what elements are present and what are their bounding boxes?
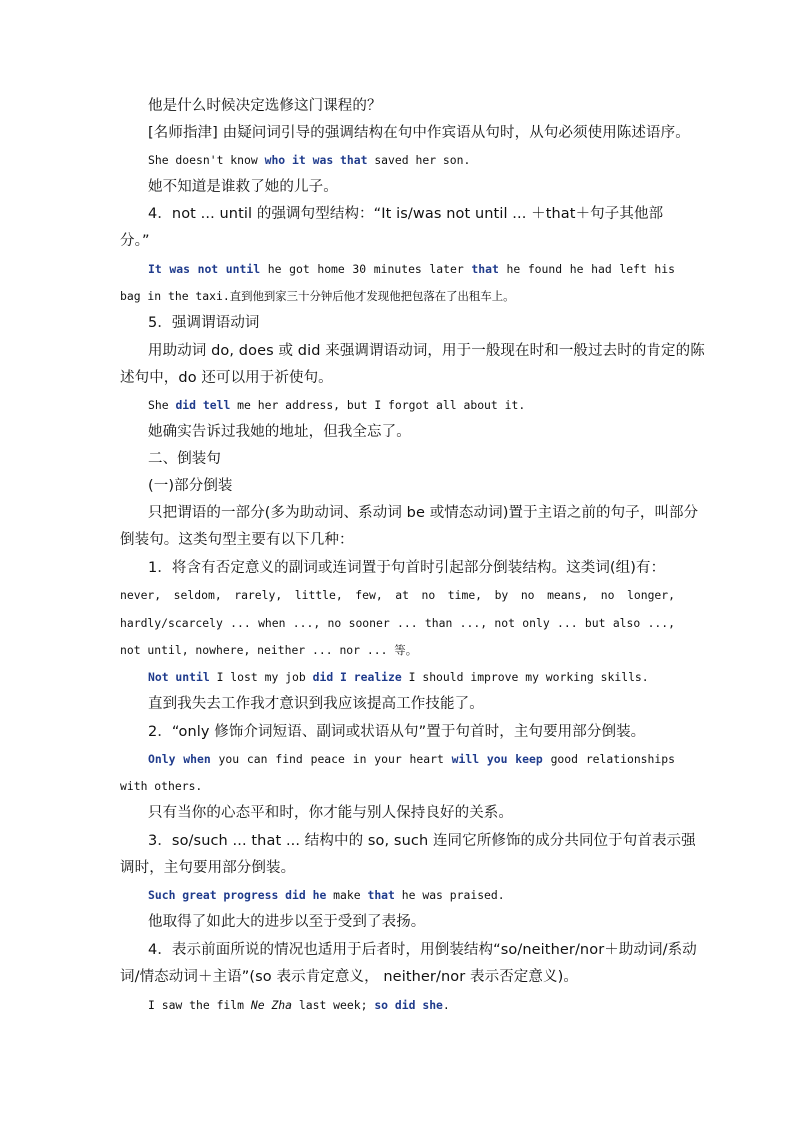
emphasis-phrase: Such great progress did he xyxy=(148,888,327,902)
example-continuation: with others. xyxy=(120,779,203,793)
emphasis-phrase: who it was that xyxy=(264,153,368,167)
example-translation: 他取得了如此大的进步以至于受到了表扬。 xyxy=(148,914,426,930)
section-heading: 二、倒装句 xyxy=(148,451,221,467)
rule-continuation: 词/情态动词＋主语”(so 表示肯定意义， neither/nor 表示否定意义)。 xyxy=(120,969,578,985)
example-sentence: It was not until he got home 30 minutes later that he found he had left his xyxy=(148,262,675,276)
word-list: hardly/scarcely ... when ..., no sooner ... than ..., not only ... but also ..., xyxy=(120,616,675,630)
rule-heading: 2．“only 修饰介词短语、副词或状语从句”置于句首时，主句要用部分倒装。 xyxy=(148,724,646,740)
subsection-heading: (一)部分倒装 xyxy=(148,478,233,494)
word-list: never, seldom, rarely, little, few, at no time, by no means, no longer, xyxy=(120,588,675,602)
example-translation: 她不知道是谁救了她的儿子。 xyxy=(148,179,338,195)
example-sentence: Such great progress did he make that he was praised. xyxy=(148,888,505,902)
emphasis-phrase: Not until xyxy=(148,670,210,684)
example-translation: 只有当你的心态平和时，你才能与别人保持良好的关系。 xyxy=(148,805,513,821)
rule-heading: 4．not ... until 的强调句型结构：“It is/was not until ... ＋that＋句子其他部 xyxy=(148,206,664,222)
emphasis-phrase: It was not until xyxy=(148,262,261,276)
rule-continuation: 分。” xyxy=(120,233,150,249)
rule-heading: 5．强调谓语动词 xyxy=(148,315,260,331)
rule-heading: 4．表示前面所说的情况也适用于后者时，用倒装结构“so/neither/nor＋助动词/系动 xyxy=(148,942,697,958)
rule-heading: 3．so/such ... that ... 结构中的 so, such 连同它所修饰的成分共同位于句首表示强 xyxy=(148,833,696,849)
example-sentence: I saw the film Ne Zha last week; so did she. xyxy=(148,998,450,1012)
rule-body: 用助动词 do, does 或 did 来强调谓语动词，用于一般现在时和一般过去时的肯定的陈 xyxy=(148,343,705,359)
emphasis-phrase: that xyxy=(367,888,395,902)
rule-continuation: 调时，主句要用部分倒装。 xyxy=(120,860,296,876)
example-sentence: She doesn't know who it was that saved her son. xyxy=(148,153,471,167)
definition-text: 只把谓语的一部分(多为助动词、系动词 be 或情态动词)置于主语之前的句子，叫部分 xyxy=(148,505,699,521)
word-list: not until, nowhere, neither ... nor ... 等。 xyxy=(120,643,418,657)
emphasis-phrase: so did she xyxy=(374,998,443,1012)
emphasis-phrase: Only when xyxy=(148,752,211,766)
example-continuation: bag in the taxi.直到他到家三十分钟后他才发现他把包落在了出租车上。 xyxy=(120,289,515,303)
rule-continuation: 述句中，do 还可以用于祈使句。 xyxy=(120,370,333,386)
example-sentence: She did tell me her address, but I forgot all about it. xyxy=(148,398,526,412)
example-translation: 她确实告诉过我她的地址，但我全忘了。 xyxy=(148,424,411,440)
definition-continuation: 倒装句。这类句型主要有以下几种： xyxy=(120,532,354,548)
emphasis-phrase: did I realize xyxy=(312,670,402,684)
question-translation: 他是什么时候决定选修这门课程的？ xyxy=(148,98,382,114)
emphasis-phrase: that xyxy=(471,262,499,276)
film-title: Ne Zha xyxy=(250,998,293,1012)
teacher-tip: [名师指津] 由疑问词引导的强调结构在句中作宾语从句时，从句必须使用陈述语序。 xyxy=(148,125,690,141)
example-sentence: Only when you can find peace in your heart will you keep good relationships xyxy=(148,752,675,766)
example-sentence: Not until I lost my job did I realize I should improve my working skills. xyxy=(148,670,649,684)
emphasis-phrase: did tell xyxy=(175,398,231,412)
emphasis-phrase: will you keep xyxy=(451,752,543,766)
example-translation: 直到我失去工作我才意识到我应该提高工作技能了。 xyxy=(148,696,484,712)
rule-heading: 1．将含有否定意义的副词或连词置于句首时引起部分倒装结构。这类词(组)有： xyxy=(148,560,666,576)
